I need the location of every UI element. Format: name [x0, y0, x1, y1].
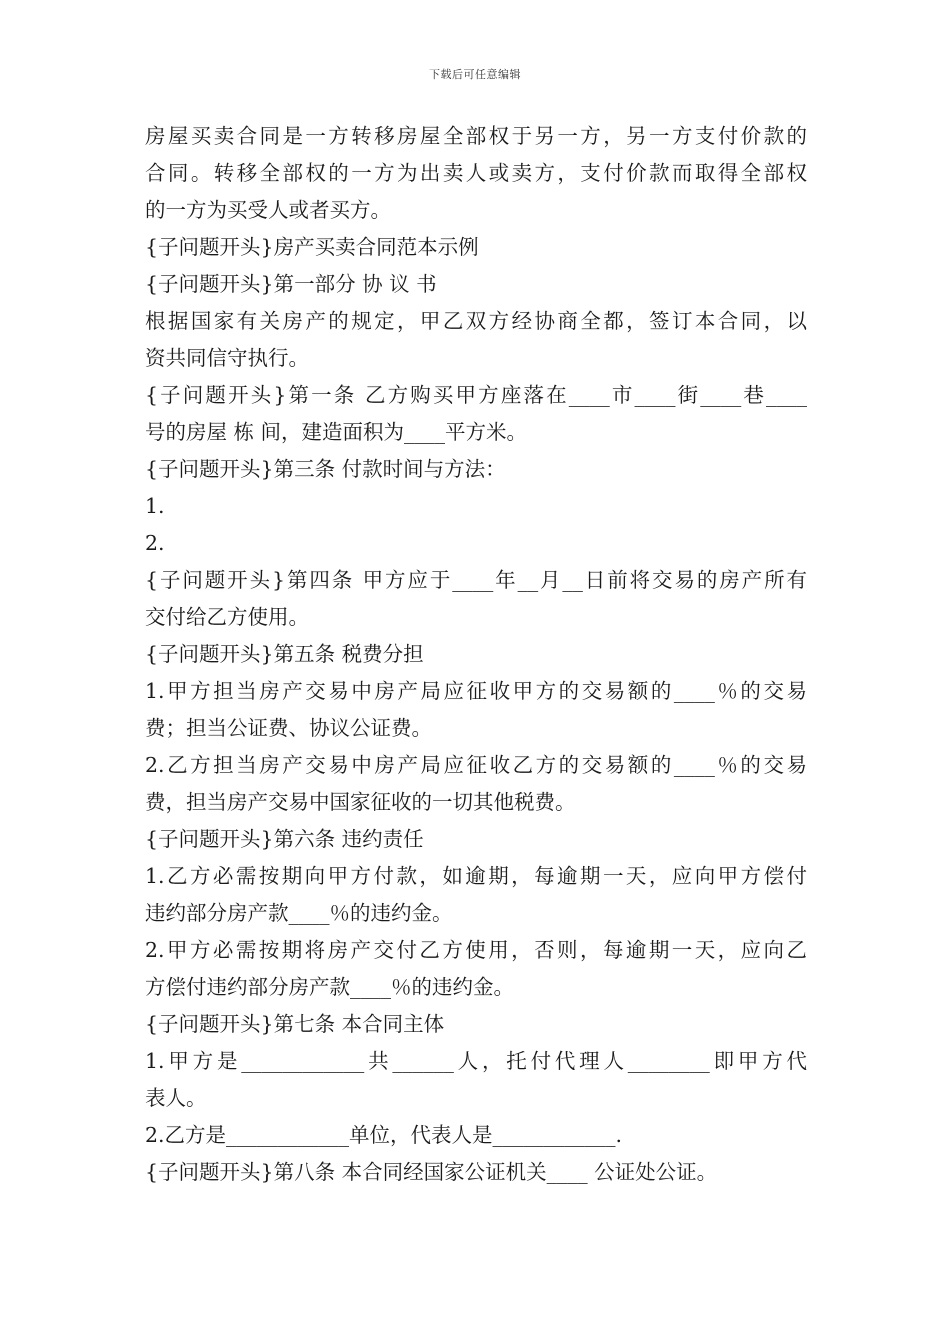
document-line: 违约部分房产款____％的违约金。	[145, 901, 453, 925]
document-line: 2.乙方担当房产交易中房产局应征收乙方的交易额的____％的交易	[145, 753, 807, 777]
document-line: 的一方为买受人或者买方。	[145, 198, 391, 222]
document-line: {子问题开头}第一部分 协 议 书	[145, 272, 437, 296]
document-line: {子问题开头}第四条 甲方应于____年__月__日前将交易的房产所有	[145, 568, 807, 592]
document-line: {子问题开头}第八条 本合同经国家公证机关____ 公证处公证。	[145, 1160, 718, 1184]
document-line: 费，担当房产交易中国家征收的一切其他税费。	[145, 790, 576, 814]
document-line: 资共同信守执行。	[145, 346, 309, 370]
document-line: {子问题开头}第五条 税费分担	[145, 642, 424, 666]
document-body	[145, 118, 807, 1191]
document-line: {子问题开头}房产买卖合同范本示例	[145, 235, 479, 259]
document-line: 交付给乙方使用。	[145, 605, 309, 629]
document-line: 1.甲方是____________共______人，托付代理人________即甲方代	[145, 1049, 807, 1073]
document-line: 2.乙方是____________单位，代表人是____________.	[145, 1123, 623, 1147]
document-line: 1.	[145, 494, 165, 518]
page-header-note: 下载后可任意编辑	[429, 68, 521, 81]
document-line: 房屋买卖合同是一方转移房屋全部权于另一方，另一方支付价款的	[145, 124, 807, 148]
document-line: 方偿付违约部分房产款____％的违约金。	[145, 975, 514, 999]
document-line: 根据国家有关房产的规定，甲乙双方经协商全都，签订本合同，以	[145, 309, 807, 333]
document-line: 1.乙方必需按期向甲方付款，如逾期，每逾期一天，应向甲方偿付	[145, 864, 807, 888]
document-line: 2.甲方必需按期将房产交付乙方使用，否则，每逾期一天，应向乙	[145, 938, 807, 962]
document-line: 号的房屋 栋 间，建造面积为____平方米。	[145, 420, 528, 444]
document-line: {子问题开头}第一条 乙方购买甲方座落在____市____街____巷____	[145, 383, 807, 407]
document-line: 2.	[145, 531, 165, 555]
document-line: {子问题开头}第三条 付款时间与方法：	[145, 457, 506, 481]
document-line: 合同。转移全部权的一方为出卖人或卖方，支付价款而取得全部权	[145, 161, 807, 185]
document-line: 表人。	[145, 1086, 207, 1110]
document-line: {子问题开头}第六条 违约责任	[145, 827, 424, 851]
document-line: {子问题开头}第七条 本合同主体	[145, 1012, 445, 1036]
document-line: 费；担当公证费、协议公证费。	[145, 716, 432, 740]
document-line: 1.甲方担当房产交易中房产局应征收甲方的交易额的____％的交易	[145, 679, 807, 703]
